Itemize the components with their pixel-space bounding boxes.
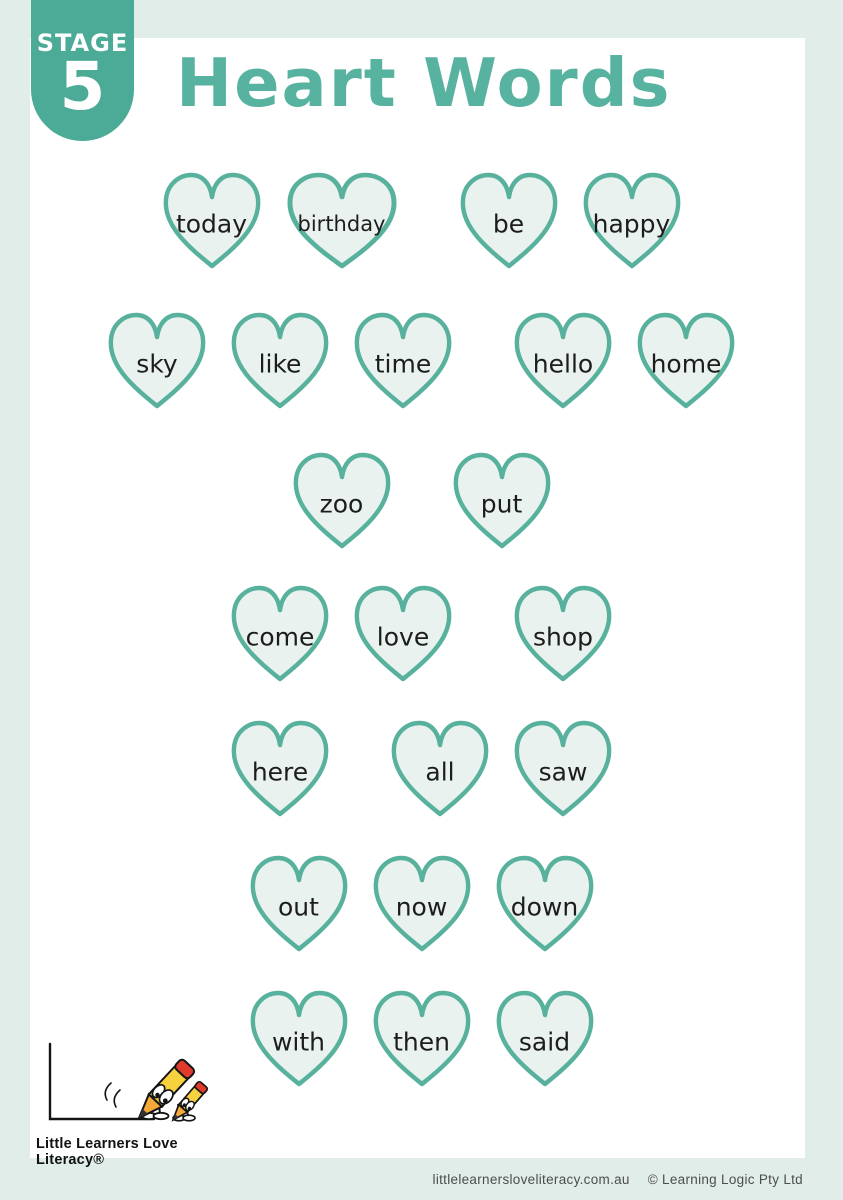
heart-word-label: now [395,892,448,922]
heart-word-label: sky [136,349,178,379]
pencil-characters-illustration [36,1032,236,1128]
heart-word-label: hello [532,349,594,379]
heart-row [0,853,843,957]
heart-word [385,718,495,822]
pencil-foot [154,1113,169,1119]
heart-word [102,310,212,414]
heart-word [157,170,267,274]
heart-word [348,310,458,414]
heart-word-label: out [278,892,319,922]
heart-word-label: time [374,349,432,379]
heart-word-label: home [650,349,722,379]
heart-word-label: today [175,209,248,239]
heart-group [454,170,687,274]
heart-row [0,583,843,687]
heart-word-label: birthday [297,212,386,237]
page-title: Heart Words [176,44,672,122]
heart-word [508,310,618,414]
heart-row [0,718,843,822]
heart-word-label: saw [538,757,588,787]
heart-row [0,450,843,554]
brand-name: Little Learners Love Literacy® [36,1136,178,1168]
pencil-foot [183,1115,195,1121]
stage-label: STAGE [36,29,129,57]
writing-line [50,1044,154,1119]
heart-word [508,583,618,687]
heart-word [490,853,600,957]
heart-group [385,718,618,822]
footer-copyright: © Learning Logic Pty Ltd [647,1171,803,1187]
heart-group [157,170,404,274]
heart-word [244,853,354,957]
footer [433,1158,803,1200]
heart-word [447,450,557,554]
motion-mark [114,1090,120,1107]
heart-group [225,583,458,687]
footer-website: littlelearnersloveliteracy.com.au [432,1171,630,1187]
heart-word [280,170,404,274]
heart-word-label: love [376,622,430,652]
heart-word [225,583,335,687]
heart-word [631,310,741,414]
heart-word-label: be [492,209,525,239]
heart-word [367,853,477,957]
heart-group [447,450,557,554]
heart-word-label: put [480,489,523,519]
heart-word [577,170,687,274]
heart-group [225,718,335,822]
heart-word-label: happy [592,209,671,239]
heart-word [454,170,564,274]
heart-word [508,718,618,822]
heart-group [508,583,618,687]
heart-row [0,170,843,274]
heart-word-label: like [258,349,302,379]
brand-logo [36,1032,246,1168]
heart-word [225,310,335,414]
heart-group [102,310,458,414]
heart-word-label: here [251,757,309,787]
heart-word-label: zoo [319,489,364,519]
heart-word-label: said [518,1027,571,1057]
heart-word [225,718,335,822]
heart-row [0,310,843,414]
stage-number: 5 [59,48,106,125]
motion-mark [105,1083,111,1100]
heart-group [244,853,600,957]
heart-group [508,310,741,414]
heart-word [287,450,397,554]
stage-badge [31,0,134,141]
heart-word-label: all [425,757,455,787]
heart-group [244,988,600,1092]
heart-word [244,988,354,1092]
heart-group [287,450,397,554]
heart-word-label: with [271,1027,326,1057]
heart-word-label: then [393,1027,450,1057]
heart-word-label: come [245,622,315,652]
heart-word-label: shop [532,622,594,652]
heart-word-label: down [510,892,579,922]
heart-word [348,583,458,687]
heart-word [490,988,600,1092]
heart-word [367,988,477,1092]
